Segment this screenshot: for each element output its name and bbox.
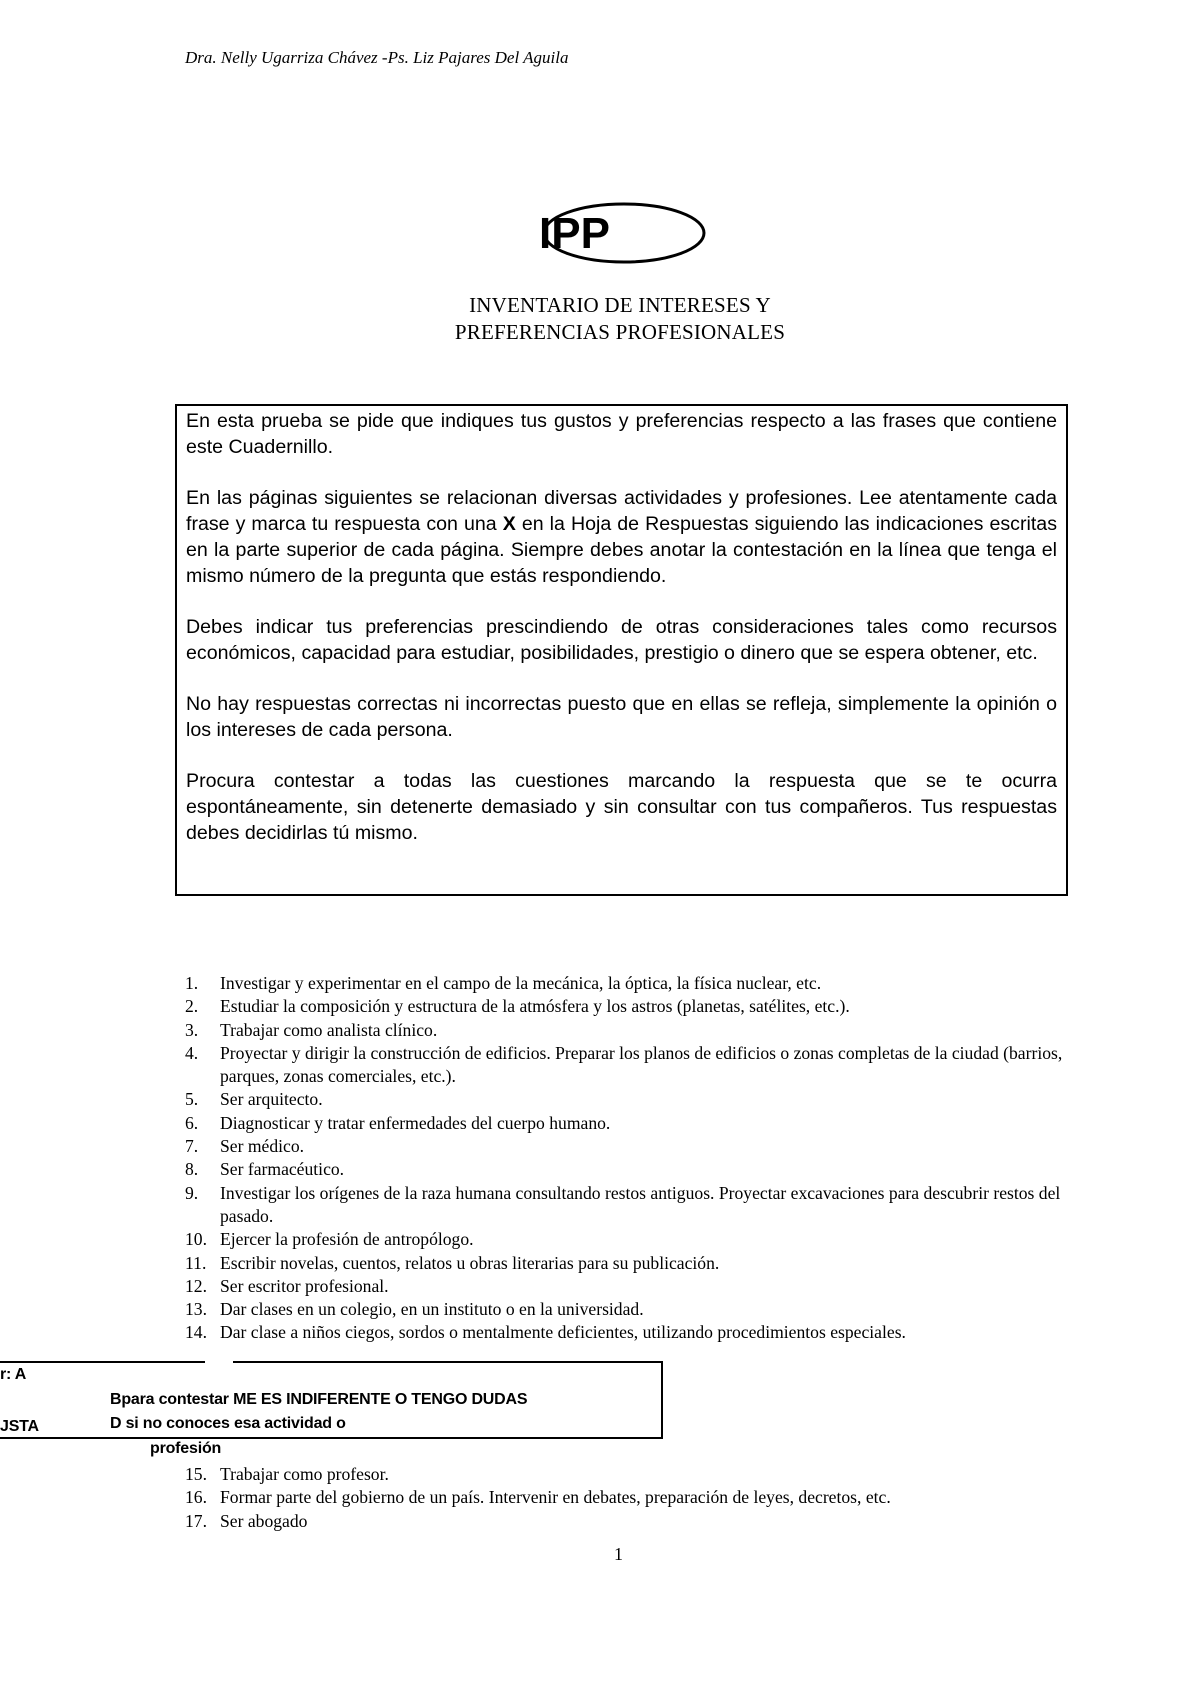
item-number: 5. bbox=[185, 1089, 199, 1110]
instructions-paragraph-2 bbox=[186, 485, 1057, 589]
item-number: 8. bbox=[185, 1159, 199, 1180]
legend-fragment-respuesta: JSTA bbox=[0, 1418, 39, 1435]
legend-fragment-b: Bpara contestar ME ES INDIFERENTE O TENGO DUDAS bbox=[110, 1391, 528, 1408]
page-title-line-2: PREFERENCIAS PROFESIONALES bbox=[454, 320, 786, 344]
list-item bbox=[185, 1088, 1075, 1111]
list-item bbox=[185, 995, 1075, 1018]
items-list bbox=[185, 972, 1075, 1345]
list-item bbox=[185, 972, 1075, 995]
list-item bbox=[185, 1463, 1085, 1486]
legend-fragment-profesion: profesión bbox=[150, 1440, 222, 1457]
list-item bbox=[185, 1252, 1075, 1275]
item-number: 14. bbox=[185, 1322, 207, 1343]
legend-fragment-a: r: A bbox=[0, 1366, 27, 1383]
instructions-paragraph-1: En esta prueba se pide que indiques tus gustos y preferencias respecto a las frases que contiene este Cuadernillo. bbox=[186, 410, 1057, 458]
item-text: Estudiar la composición y estructura de la atmósfera y los astros (planetas, satélites, etc.). bbox=[220, 996, 850, 1017]
list-item bbox=[185, 1135, 1075, 1158]
item-number: 17. bbox=[185, 1510, 207, 1531]
item-text: Trabajar como profesor. bbox=[220, 1464, 389, 1484]
list-item bbox=[185, 1112, 1075, 1135]
item-text: Dar clase a niños ciegos, sordos o mentalmente deficientes, utilizando procedimientos especiales. bbox=[220, 1322, 906, 1343]
list-item bbox=[185, 1019, 1075, 1042]
list-item bbox=[185, 1158, 1075, 1181]
item-text: Ser médico. bbox=[220, 1136, 305, 1157]
logo-text: IPP bbox=[539, 209, 610, 258]
item-number: 11. bbox=[185, 1252, 207, 1273]
ipp-logo bbox=[536, 200, 706, 268]
list-item bbox=[185, 1298, 1075, 1321]
item-text: Ser arquitecto. bbox=[220, 1089, 323, 1110]
item-number: 10. bbox=[185, 1229, 207, 1250]
item-number: 7. bbox=[185, 1136, 199, 1157]
item-number: 12. bbox=[185, 1275, 207, 1296]
item-number: 9. bbox=[185, 1182, 199, 1203]
item-text: Ser escritor profesional. bbox=[220, 1275, 389, 1296]
legend-fragment-d: D si no conoces esa actividad o bbox=[110, 1415, 346, 1432]
item-text: Ser farmacéutico. bbox=[220, 1159, 345, 1180]
item-number: 13. bbox=[185, 1299, 207, 1320]
item-text: Formar parte del gobierno de un país. Intervenir en debates, preparación de leyes, decretos, etc. bbox=[220, 1487, 891, 1508]
item-number: 15. bbox=[185, 1464, 207, 1484]
item-text: Investigar los orígenes de la raza humana consultando restos antiguos. Proyectar excavaciones para descubrir restos del pasado. bbox=[220, 1182, 1061, 1226]
item-number: 6. bbox=[185, 1112, 199, 1133]
page-title-line-1: INVENTARIO DE INTERESES Y bbox=[469, 293, 771, 317]
item-text: Dar clases en un colegio, en un instituto o en la universidad. bbox=[220, 1299, 644, 1320]
item-text: Diagnosticar y tratar enfermedades del cuerpo humano. bbox=[220, 1112, 611, 1133]
item-number: 3. bbox=[185, 1019, 199, 1040]
item-number: 1. bbox=[185, 973, 199, 993]
item-number: 16. bbox=[185, 1487, 207, 1508]
list-item bbox=[185, 1042, 1075, 1089]
item-number: 4. bbox=[185, 1042, 199, 1063]
header-author-line: Dra. Nelly Ugarriza Chávez -Ps. Liz Pajares Del Aguila bbox=[185, 48, 569, 67]
list-item bbox=[185, 1321, 1075, 1344]
item-text: Ser abogado bbox=[220, 1510, 308, 1531]
items-list-continued bbox=[185, 1463, 1085, 1533]
item-text: Proyectar y dirigir la construcción de edificios. Preparar los planos de edificios o zonas completas de la ciudad (barrios, parques, zonas comerciales, etc.). bbox=[220, 1042, 1063, 1087]
item-text: Ejercer la profesión de antropólogo. bbox=[220, 1229, 474, 1250]
instructions-paragraph-4: No hay respuestas correctas ni incorrectas puesto que en ellas se refleja, simplemente la opinión o los intereses de cada persona. bbox=[186, 693, 1057, 741]
list-item bbox=[185, 1275, 1075, 1298]
instructions-box bbox=[175, 404, 1068, 896]
instructions-p2-before: En las páginas siguientes se relacionan diversas actividades y profesiones. Lee atentamente cada frase y marca tu respuesta con una bbox=[186, 487, 1057, 535]
item-number: 2. bbox=[185, 996, 199, 1017]
instructions-p2-after: en la Hoja de Respuestas siguiendo las indicaciones escritas en la parte superior de cada página. Siempre debes anotar la contestación en la línea que tenga el mismo número de la pregunta que estás respondiendo. bbox=[186, 513, 1057, 587]
mark-x: X bbox=[502, 513, 516, 535]
item-text: Trabajar como analista clínico. bbox=[220, 1019, 438, 1040]
box-border-gap bbox=[205, 1359, 233, 1364]
list-item bbox=[185, 1510, 1085, 1533]
instructions-paragraph-3: Debes indicar tus preferencias prescindiendo de otras consideraciones tales como recursos económicos, capacidad para estudiar, posibilidades, prestigio o dinero que se espera obtener, etc. bbox=[186, 616, 1057, 664]
page-number: 1 bbox=[614, 1544, 623, 1564]
item-text: Investigar y experimentar en el campo de la mecánica, la óptica, la física nuclear, etc. bbox=[220, 973, 822, 993]
list-item bbox=[185, 1182, 1075, 1229]
item-text: Escribir novelas, cuentos, relatos u obras literarias para su publicación. bbox=[220, 1252, 720, 1273]
list-item bbox=[185, 1486, 1085, 1509]
instructions-paragraph-5: Procura contestar a todas las cuestiones marcando la respuesta que se te ocurra espontáneamente, sin detenerte demasiado y sin consultar con tus compañeros. Tus respuestas debes decidirlas tú mismo. bbox=[186, 770, 1057, 844]
list-item bbox=[185, 1228, 1075, 1251]
